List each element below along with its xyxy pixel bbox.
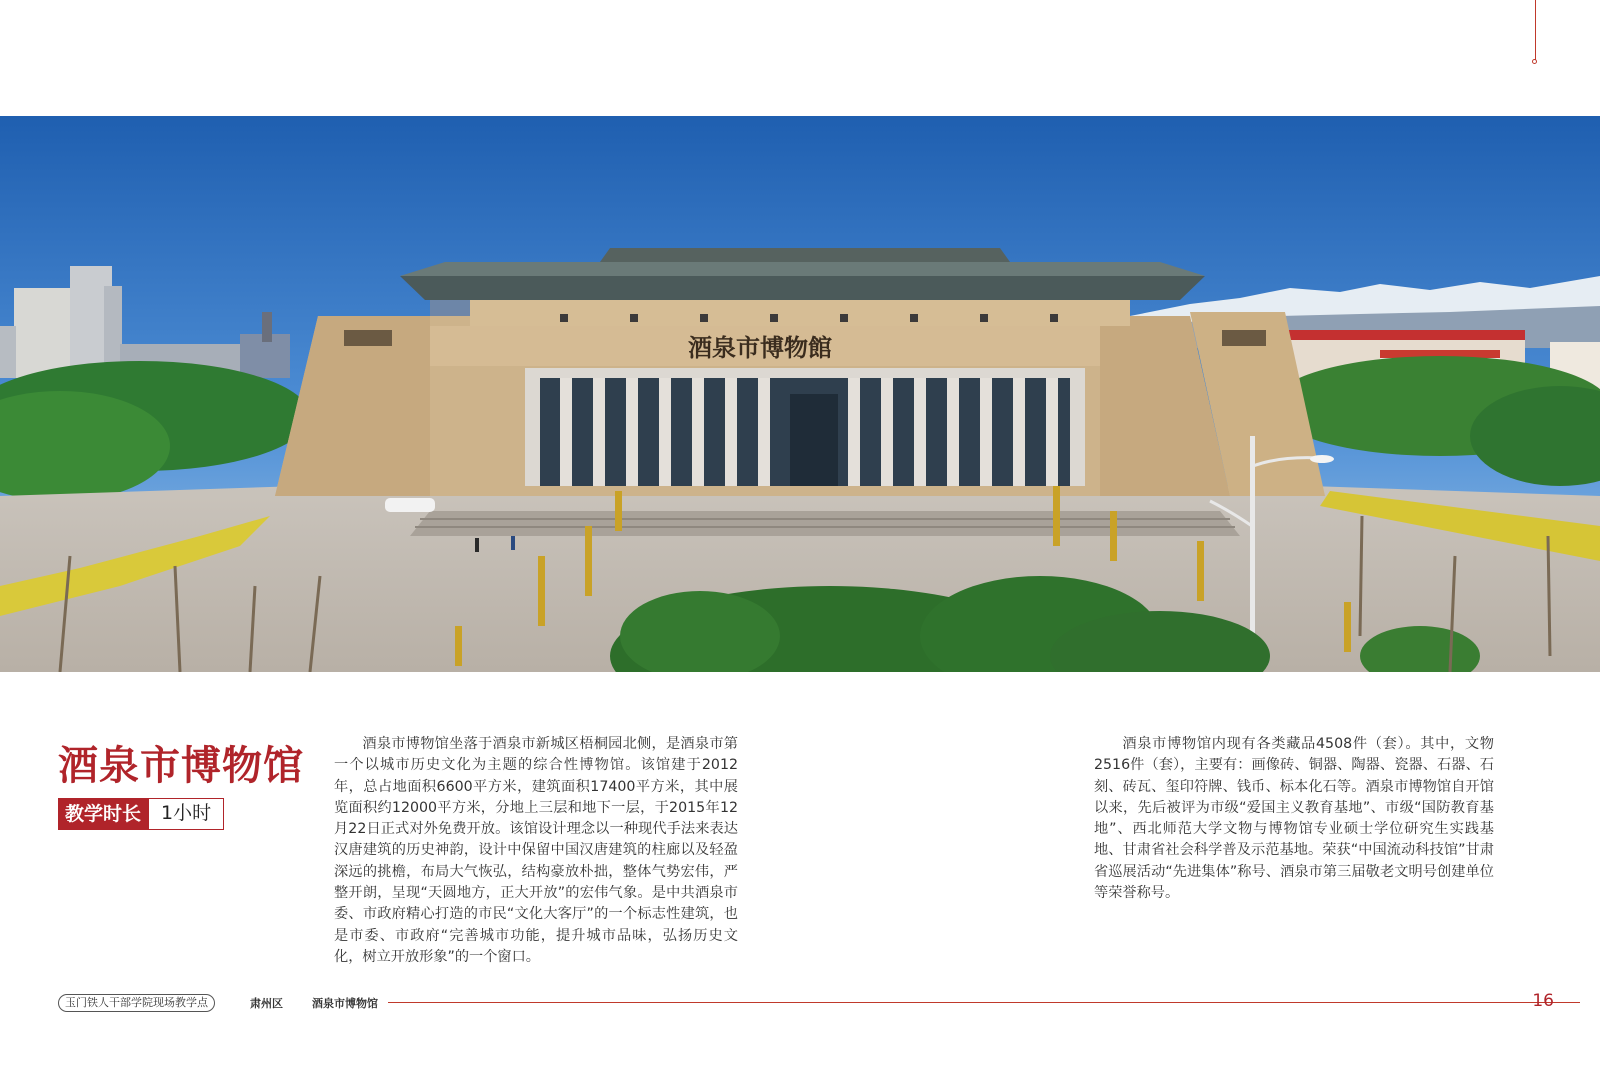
page-title: 酒泉市博物馆 xyxy=(58,742,304,789)
collection-paragraph: 酒泉市博物馆内现有各类藏品4508件（套）。其中，文物2516件（套），主要有：画像砖、铜器、陶器、瓷器、石器、石刻、砖瓦、玺印符牌、钱币、标本化石等。酒泉市博物馆自开馆以来，先后被评为市级“爱国主义教育基地”、市级“国防教育基地”、西北师范大学文物与博物馆专业硕士学位研究生实践基地、甘肃省社会科学普及示范基地。荣获“中国流动科技馆”甘肃省巡展活动“先进集体”称号、酒泉市第三届敬老文明号创建单位等荣誉称号。 xyxy=(1094,736,1494,902)
footer-rule xyxy=(388,1002,1580,1003)
page-footer xyxy=(58,992,1554,1014)
corner-dot xyxy=(1532,59,1537,64)
intro-paragraph: 酒泉市博物馆坐落于酒泉市新城区梧桐园北侧，是酒泉市第一个以城市历史文化为主题的综合性博物馆。该馆建于2012年，总占地面积6600平方米，建筑面积17400平方米，其中展览面积约12000平方米，分地上三层和地下一层，于2015年12月22日正式对外免费开放。该馆设计理念以一种现代手法来表达汉唐建筑的历史神韵，设计中保留中国汉唐建筑的柱廊以及轻盈深远的挑檐，布局大气恢弘，结构豪放朴拙，整体气势宏伟，严整开朗，呈现“天圆地方，正大开放”的宏伟气象。是中共酒泉市委、市政府精心打造的市民“文化大客厅”的一个标志性建筑，也是市委、市政府“完善城市功能，提升城市品味，弘扬历史文化，树立开放形象”的一个窗口。 xyxy=(334,736,738,965)
footer-district: 肃州区 xyxy=(250,997,283,1010)
museum-photo xyxy=(0,116,1600,672)
series-badge: 玉门铁人干部学院现场教学点 xyxy=(58,994,215,1012)
teaching-duration xyxy=(58,798,224,830)
duration-label: 教学时长 xyxy=(58,798,148,830)
page-number: 16 xyxy=(1532,991,1554,1011)
footer-place: 酒泉市博物馆 xyxy=(312,997,378,1010)
corner-line xyxy=(1535,0,1536,60)
duration-value: 1小时 xyxy=(148,798,224,830)
building-sign: 酒泉市博物館 xyxy=(688,333,832,362)
